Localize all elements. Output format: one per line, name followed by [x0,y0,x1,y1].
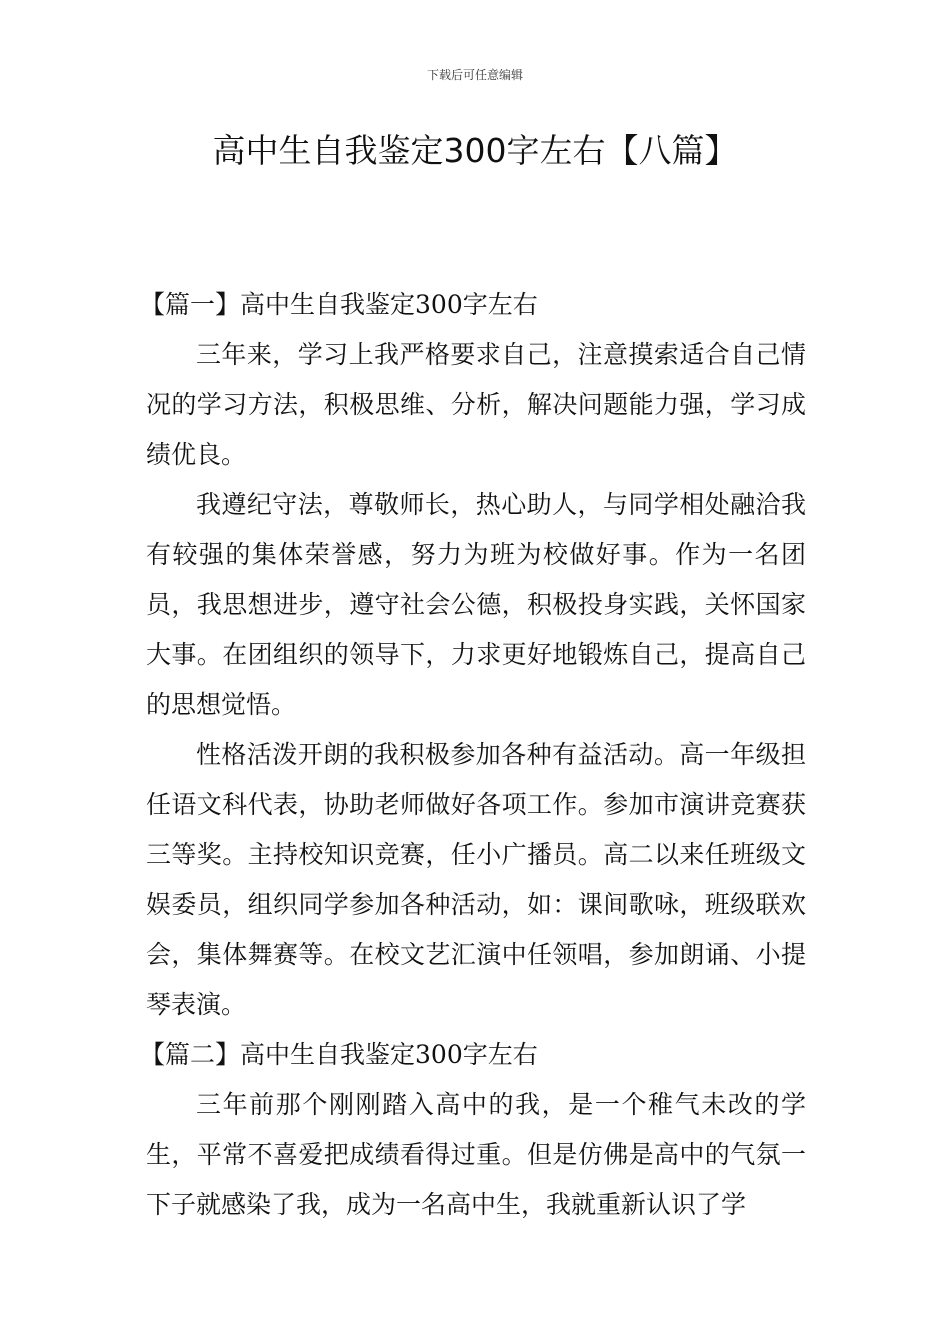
paragraph: 性格活泼开朗的我积极参加各种有益活动。高一年级担任语文科代表，协助老师做好各项工作。参加市演讲竞赛获三等奖。主持校知识竞赛，任小广播员。高二以来任班级文娱委员，组织同学参加各种活动，如：课间歌咏，班级联欢会，集体舞赛等。在校文艺汇演中任领唱，参加朗诵、小提琴表演。 [146,740,806,1019]
header-note: 下载后可任意编辑 [426,68,523,82]
document-body [140,280,806,1230]
section-heading: 【篇二】高中生自我鉴定300字左右 [140,1040,538,1069]
paragraph: 我遵纪守法，尊敬师长，热心助人，与同学相处融洽我有较强的集体荣誉感，努力为班为校做好事。作为一名团员，我思想进步，遵守社会公德，积极投身实践，关怀国家大事。在团组织的领导下，力求更好地锻炼自己，提高自己的思想觉悟。 [146,490,806,719]
document-title: 高中生自我鉴定300字左右【八篇】 [212,131,738,170]
paragraph: 三年前那个刚刚踏入高中的我，是一个稚气未改的学生，平常不喜爱把成绩看得过重。但是仿佛是高中的气氛一下子就感染了我，成为一名高中生，我就重新认识了学 [146,1090,806,1219]
section-1 [140,280,806,1030]
paragraph: 三年来，学习上我严格要求自己，注意摸索适合自己情况的学习方法，积极思维、分析，解决问题能力强，学习成绩优良。 [146,340,806,469]
section-2 [140,1030,806,1230]
section-heading: 【篇一】高中生自我鉴定300字左右 [140,290,538,319]
